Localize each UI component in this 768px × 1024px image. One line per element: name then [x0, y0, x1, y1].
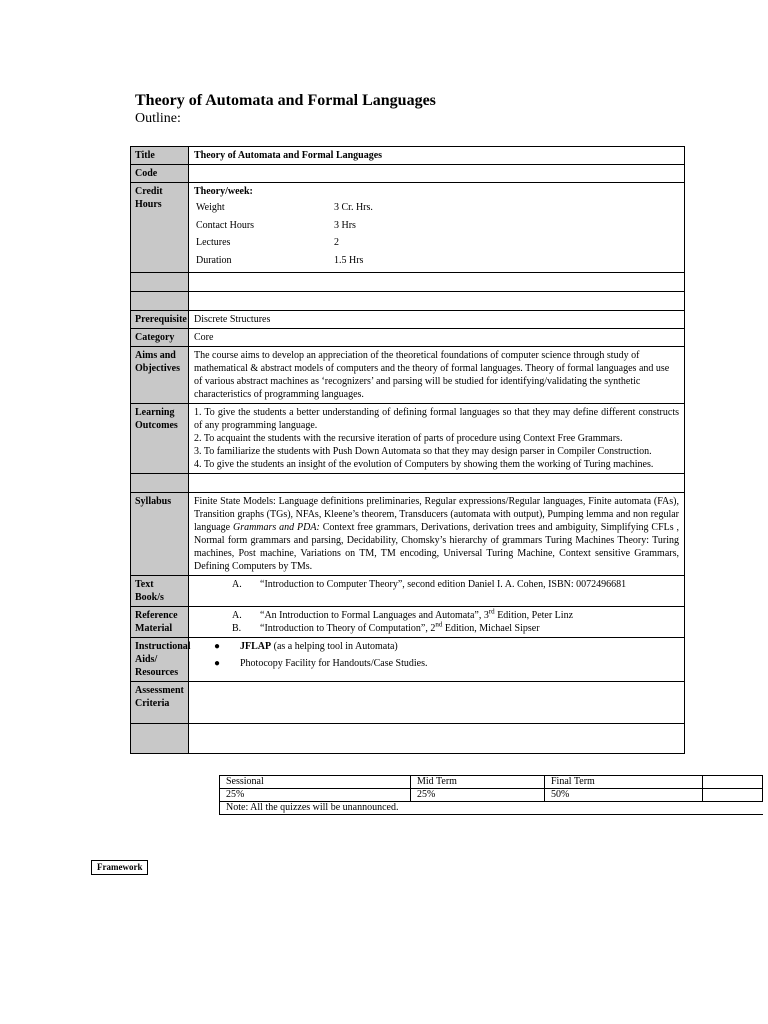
syllabus-text-part2: Context free grammars, Derivations, derivation trees and ambiguity, Simplifying CFLs , Normal form grammars and parsing, Decidability, Chomsky’s hierarchy of grammars Turing Machines Theory: Turing machines, Post machine, Variations on TM, TM encoding, Universal Turing Machine, Context sensitive Grammars, Defining Computers by TMs. — [194, 522, 680, 572]
bullet-icon: ● — [214, 658, 221, 669]
hours-list — [194, 198, 375, 270]
row-title — [131, 147, 685, 165]
course-outline-table — [130, 146, 685, 754]
hours-key: Lectures — [196, 237, 231, 248]
row-empty — [131, 273, 685, 292]
credit-hours-label: Credit Hours — [131, 183, 189, 273]
hours-value: 2 — [334, 237, 339, 248]
row-empty — [131, 474, 685, 493]
row-textbook — [131, 576, 685, 607]
instructional-aids-value — [189, 638, 685, 682]
title-label: Title — [131, 147, 189, 165]
empty-label — [131, 474, 189, 493]
assessment-values-row — [220, 789, 763, 802]
empty-label — [131, 724, 189, 754]
hours-row — [196, 200, 373, 216]
reference-text-main: “An Introduction to Formal Languages and Automata”, 3 — [260, 610, 489, 621]
reference-text — [260, 609, 573, 622]
row-instructional-aids — [131, 638, 685, 682]
assessment-value-midterm: 25% — [411, 789, 545, 802]
aids-item-text: Photocopy Facility for Handouts/Case Studies. — [240, 658, 428, 669]
empty-value — [189, 724, 685, 754]
instructional-aids-label: Instructional Aids/ Resources — [131, 638, 189, 682]
empty-value — [189, 474, 685, 493]
category-value: Core — [189, 329, 685, 347]
empty-value — [189, 292, 685, 311]
hours-key: Contact Hours — [196, 219, 255, 231]
reference-value — [189, 607, 685, 638]
syllabus-text-part1: Finite State Models: Language definitions preliminaries, Regular expressions/Regular languages, Finite automata (FAs), Transition graphs (TGs), NFAs, Kleene’s theorem, Transducers (automata with output), Pumping lemma and non regular language — [194, 496, 679, 533]
document-title: Theory of Automata and Formal Languages — [135, 92, 436, 109]
learning-outcomes-label: Learning Outcomes — [131, 404, 189, 474]
syllabus-value — [189, 493, 685, 576]
outcome-item: 3. To familiarize the students with Push Down Automata so that they may design parser in Compiler Construction. — [194, 446, 652, 457]
row-code — [131, 165, 685, 183]
row-syllabus — [131, 493, 685, 576]
reference-text-sup: nd — [435, 620, 443, 629]
aids-item — [214, 640, 679, 653]
reference-text-sup: rd — [488, 607, 495, 616]
hours-value: 3 Hrs — [334, 219, 356, 231]
textbook-item — [194, 578, 679, 591]
hours-row — [196, 235, 373, 251]
aids-item-text: (as a helping tool in Automata) — [271, 641, 398, 652]
document-subtitle: Outline: — [135, 111, 181, 126]
assessment-extra-cell — [703, 776, 763, 789]
hours-value: 3 Cr. Hrs. — [334, 202, 373, 213]
row-empty — [131, 292, 685, 311]
row-aims — [131, 347, 685, 404]
assessment-value — [189, 682, 685, 724]
prerequisite-value: Discrete Structures — [189, 311, 685, 329]
textbook-label: Text Book/s — [131, 576, 189, 607]
aims-label: Aims and Objectives — [131, 347, 189, 404]
assessment-header-row — [220, 776, 763, 789]
assessment-value-finalterm: 50% — [545, 789, 703, 802]
framework-link[interactable]: Framework — [91, 860, 148, 875]
assessment-label: Assessment Criteria — [131, 682, 189, 724]
row-category — [131, 329, 685, 347]
reference-label: Reference Material — [131, 607, 189, 638]
code-label: Code — [131, 165, 189, 183]
assessment-note: Note: All the quizzes will be unannounced. — [220, 802, 763, 815]
reference-text — [260, 622, 540, 635]
row-credit-hours — [131, 183, 685, 273]
assessment-extra-cell — [703, 789, 763, 802]
theory-week-heading: Theory/week: — [194, 186, 253, 197]
bullet-icon: ● — [214, 641, 221, 652]
textbook-value — [189, 576, 685, 607]
row-empty — [131, 724, 685, 754]
reference-marker: A. — [232, 610, 242, 621]
syllabus-text-italic: Grammars and PDA: — [232, 522, 320, 533]
textbook-text: “Introduction to Computer Theory”, second edition Daniel I. A. Cohen, ISBN: 0072496681 — [260, 579, 627, 590]
aids-item — [214, 657, 679, 670]
aims-value: The course aims to develop an appreciation of the theoretical foundations of computer science through study of mathematical & abstract models of computers and the theory of formal languages. Theory of formal languages and use of various abstract machines as ‘recognizers’ and parsing will be studied for identifying/validating the synthetic characteristics of programming languages. — [189, 347, 685, 404]
title-value: Theory of Automata and Formal Languages — [189, 147, 685, 165]
prerequisite-label: Prerequisite — [131, 311, 189, 329]
row-prerequisite — [131, 311, 685, 329]
credit-hours-value — [189, 183, 685, 273]
hours-row — [196, 218, 373, 234]
reference-text-tail: Edition, Michael Sipser — [442, 623, 540, 634]
reference-item — [194, 622, 679, 635]
code-value — [189, 165, 685, 183]
assessment-header-finalterm: Final Term — [545, 776, 703, 789]
assessment-note-row — [220, 802, 763, 815]
row-assessment — [131, 682, 685, 724]
reference-text-main: “Introduction to Theory of Computation”, 2 — [260, 623, 436, 634]
row-learning-outcomes — [131, 404, 685, 474]
row-reference — [131, 607, 685, 638]
outcome-item: 2. To acquaint the students with the recursive iteration of parts of procedure using Context Free Grammars. — [194, 433, 623, 444]
assessment-table — [219, 775, 763, 815]
assessment-header-midterm: Mid Term — [411, 776, 545, 789]
textbook-marker: A. — [232, 579, 242, 590]
outcome-item: 1. To give the students a better understanding of defining formal languages so that they may define different constructs of any programming language. — [194, 407, 679, 431]
hours-key: Duration — [196, 254, 232, 266]
syllabus-label: Syllabus — [131, 493, 189, 576]
reference-marker: B. — [232, 623, 242, 634]
aids-item-bold: JFLAP — [240, 641, 272, 652]
assessment-header-sessional: Sessional — [220, 776, 411, 789]
hours-value: 1.5 Hrs — [334, 254, 364, 266]
hours-row — [196, 253, 373, 269]
empty-label — [131, 292, 189, 311]
assessment-value-sessional: 25% — [220, 789, 411, 802]
hours-key: Weight — [196, 202, 225, 213]
learning-outcomes-value — [189, 404, 685, 474]
category-label: Category — [131, 329, 189, 347]
empty-label — [131, 273, 189, 292]
empty-value — [189, 273, 685, 292]
reference-text-tail: Edition, Peter Linz — [494, 610, 574, 621]
aids-list — [194, 640, 679, 670]
outcome-item: 4. To give the students an insight of the evolution of Computers by showing them the working of Turing machines. — [194, 459, 654, 470]
